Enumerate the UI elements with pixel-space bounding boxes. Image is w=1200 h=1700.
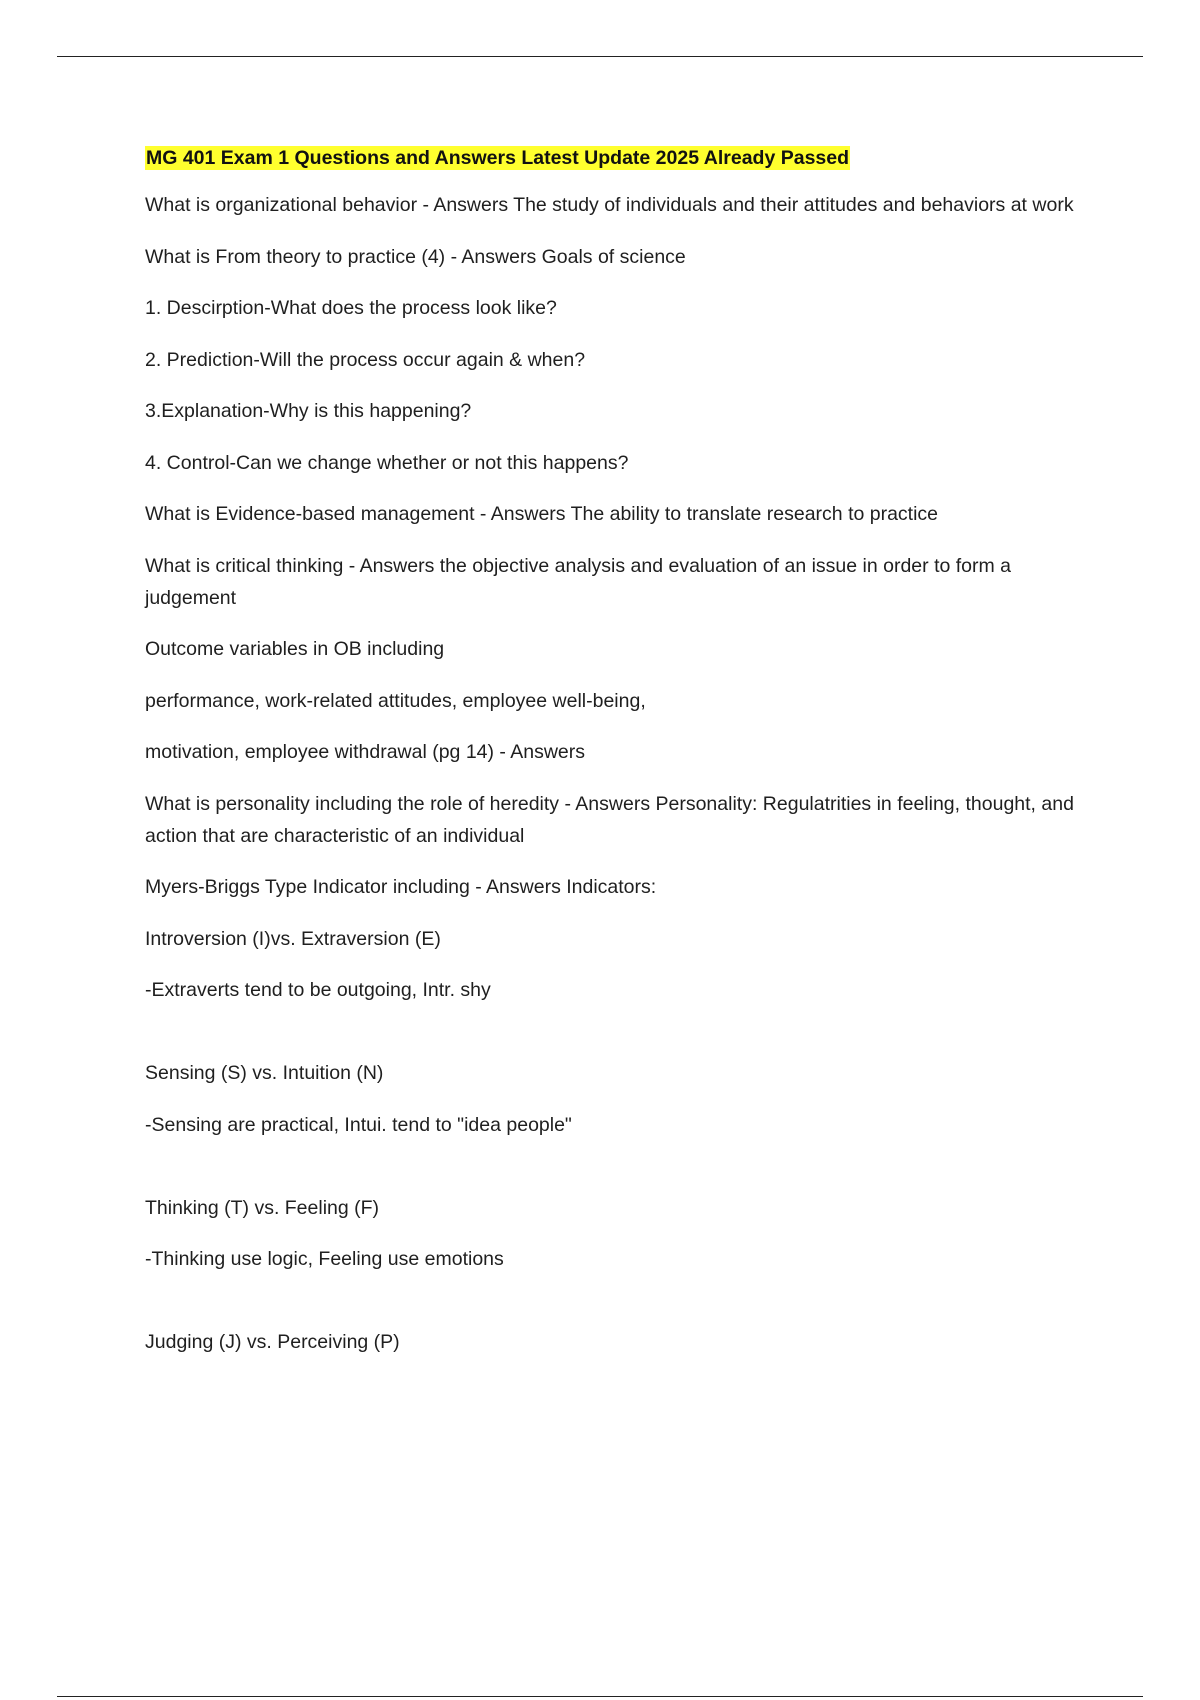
paragraph: What is Evidence-based management - Answers The ability to translate research to practice bbox=[145, 503, 939, 525]
document-title: MG 401 Exam 1 Questions and Answers Latest Update 2025 Already Passed bbox=[146, 147, 850, 169]
paragraph: Introversion (I)vs. Extraversion (E) bbox=[145, 927, 441, 950]
paragraph: Thinking (T) vs. Feeling (F) bbox=[145, 1196, 380, 1219]
paragraph: Judging (J) vs. Perceiving (P) bbox=[145, 1331, 400, 1353]
paragraph: Outcome variables in OB including bbox=[145, 638, 445, 660]
paragraph: What is organizational behavior - Answers The study of individuals and their attitudes and behaviors at work bbox=[145, 194, 1074, 216]
paragraph: What is critical thinking - Answers the objective analysis and evaluation of an issue in order to form a judgement bbox=[145, 554, 1012, 609]
paragraph: Myers-Briggs Type Indicator including - Answers Indicators: bbox=[145, 876, 657, 898]
list-item: 4. Control-Can we change whether or not this happens? bbox=[145, 451, 629, 474]
paragraph: -Sensing are practical, Intui. tend to "idea people" bbox=[145, 1113, 572, 1136]
list-item: 2. Prediction-Will the process occur again & when? bbox=[145, 348, 586, 371]
paragraph: What is personality including the role of heredity - Answers Personality: Regulatrities in feeling, thought, and action that are characteristic of an individual bbox=[145, 792, 1074, 847]
paragraph: -Extraverts tend to be outgoing, Intr. shy bbox=[145, 979, 491, 1001]
paragraph: motivation, employee withdrawal (pg 14) - Answers bbox=[145, 741, 586, 763]
header-rule bbox=[57, 56, 1143, 57]
paragraph: What is From theory to practice (4) - Answers Goals of science bbox=[145, 245, 686, 268]
document-body bbox=[145, 142, 1085, 1378]
list-item: 1. Descirption-What does the process look like? bbox=[145, 297, 557, 319]
list-item: 3.Explanation-Why is this happening? bbox=[145, 400, 472, 422]
paragraph: performance, work-related attitudes, employee well-being, bbox=[145, 689, 646, 712]
paragraph: -Thinking use logic, Feeling use emotions bbox=[145, 1248, 504, 1270]
paragraph: Sensing (S) vs. Intuition (N) bbox=[145, 1062, 384, 1084]
footer-rule bbox=[57, 1696, 1143, 1697]
